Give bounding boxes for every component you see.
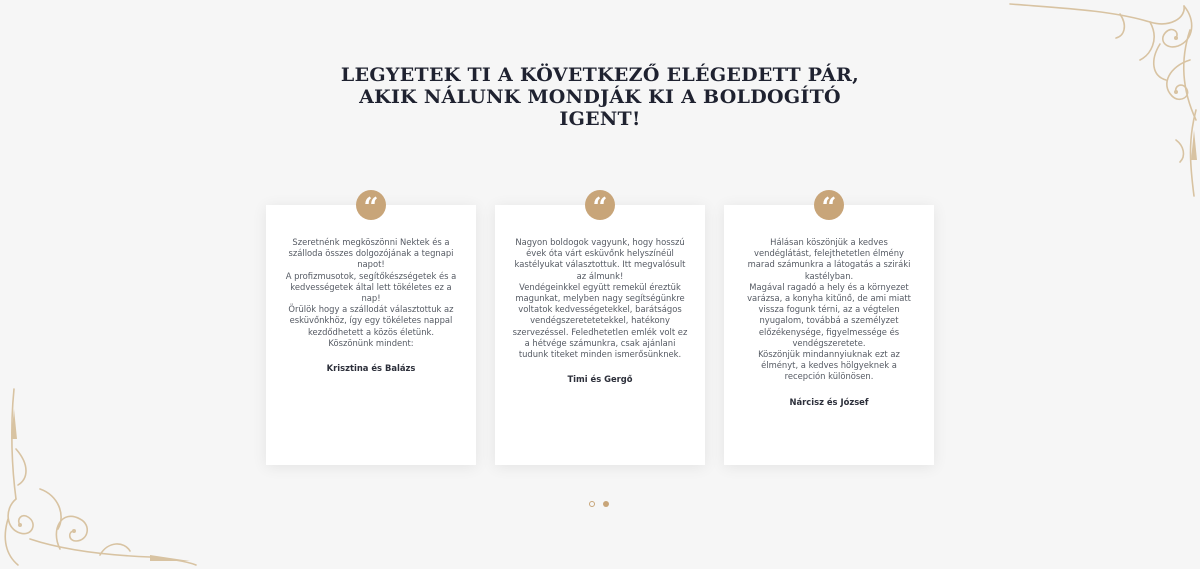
quote-icon: “ — [356, 190, 386, 220]
testimonial-text — [736, 237, 922, 383]
testimonial-card — [266, 193, 476, 465]
testimonial-line: nap! — [361, 293, 381, 304]
carousel-pagination — [589, 501, 613, 509]
testimonial-line: esküvőnkhöz, így egy tökéletes nappal — [289, 315, 453, 326]
section-title-line: IGENT! — [559, 108, 641, 130]
testimonial-line: varázsa, a konyha kitűnő, de ami miatt — [747, 293, 911, 304]
testimonial-text — [278, 237, 464, 349]
testimonial-line: Nagyon boldogok vagyunk, hogy hosszú — [515, 237, 685, 247]
testimonial-author: Nárcisz és József — [789, 396, 869, 407]
testimonial-line: Szeretnénk megköszönni Nektek és a — [292, 237, 450, 247]
testimonial-line: Vendégeinkkel együtt remekül éreztük — [519, 281, 681, 292]
testimonial-line: Örülök hogy a szállodát választottuk az — [288, 304, 454, 315]
testimonial-line: a hétvége számunkra, csak ajánlani — [524, 337, 676, 348]
testimonial-line: az álmunk! — [576, 270, 624, 281]
quote-icon: “ — [585, 190, 615, 220]
testimonial-line: vendégszeretete. — [792, 337, 866, 348]
testimonial-line: kastélyukat választottuk. Itt megvalósult — [514, 259, 686, 270]
carousel-dot-2-active[interactable] — [603, 501, 609, 507]
testimonial-author: Krisztina és Balázs — [326, 363, 416, 374]
testimonial-card — [495, 193, 705, 465]
testimonial-line: előzékenysége, figyelmessége és — [758, 326, 900, 337]
testimonial-line: Magával ragadó a hely és a környezet — [749, 281, 909, 292]
testimonial-line: marad számunkra a látogatás a sziráki — [747, 259, 911, 270]
testimonial-text — [507, 237, 693, 360]
testimonial-line: Hálásan köszönjük a kedves — [770, 237, 888, 247]
testimonial-line: vendéglátást, felejthetetlen élmény — [754, 248, 904, 259]
testimonial-line: évek óta várt esküvőnk helyszínéül — [526, 248, 674, 259]
testimonial-line: recepción különösen. — [784, 371, 874, 382]
testimonial-line: magunkat, melyben nagy segítségünkre — [515, 293, 685, 304]
testimonial-line: kastélyban. — [804, 270, 854, 281]
testimonial-line: élményt, a kedves hölgyeknek a — [761, 360, 897, 371]
testimonial-line: szálloda összes dolgozójának a tegnapi — [288, 248, 454, 259]
testimonial-author: Timi és Gergő — [567, 374, 633, 385]
testimonial-line: napot! — [357, 259, 385, 270]
testimonial-line: szervezéssel. Feledhetetlen emlék volt ez — [512, 326, 688, 337]
testimonial-line: vendégszeretetetekkel, hatékony — [530, 315, 670, 326]
carousel-dot-1[interactable] — [589, 501, 595, 507]
testimonial-line: voltatok kedvességetekkel, barátságos — [518, 304, 682, 315]
testimonial-line: tudunk titeket minden ismerősünknek. — [518, 349, 682, 360]
testimonial-line: kezdődhetett a közös életünk. — [307, 326, 435, 337]
testimonial-line: Köszönünk mindent: — [328, 337, 414, 348]
testimonial-line: kedvességetek által lett tökéletes ez a — [290, 281, 452, 292]
testimonial-line: Köszönjük mindannyiuknak ezt az — [758, 349, 900, 360]
testimonial-line: A profizmusotok, segítőkészségetek és a — [285, 270, 457, 281]
testimonial-card — [724, 193, 934, 465]
section-title-line: LEGYETEK TI A KÖVETKEZŐ ELÉGEDETT PÁR, — [340, 64, 860, 86]
testimonial-line: vissza fogunk térni, az a végtelen — [758, 304, 900, 315]
testimonial-line: nyugalom, továbbá a személyzet — [759, 315, 899, 326]
quote-icon: “ — [814, 190, 844, 220]
section-title-line: AKIK NÁLUNK MONDJÁK KI A BOLDOGÍTÓ — [359, 86, 841, 108]
